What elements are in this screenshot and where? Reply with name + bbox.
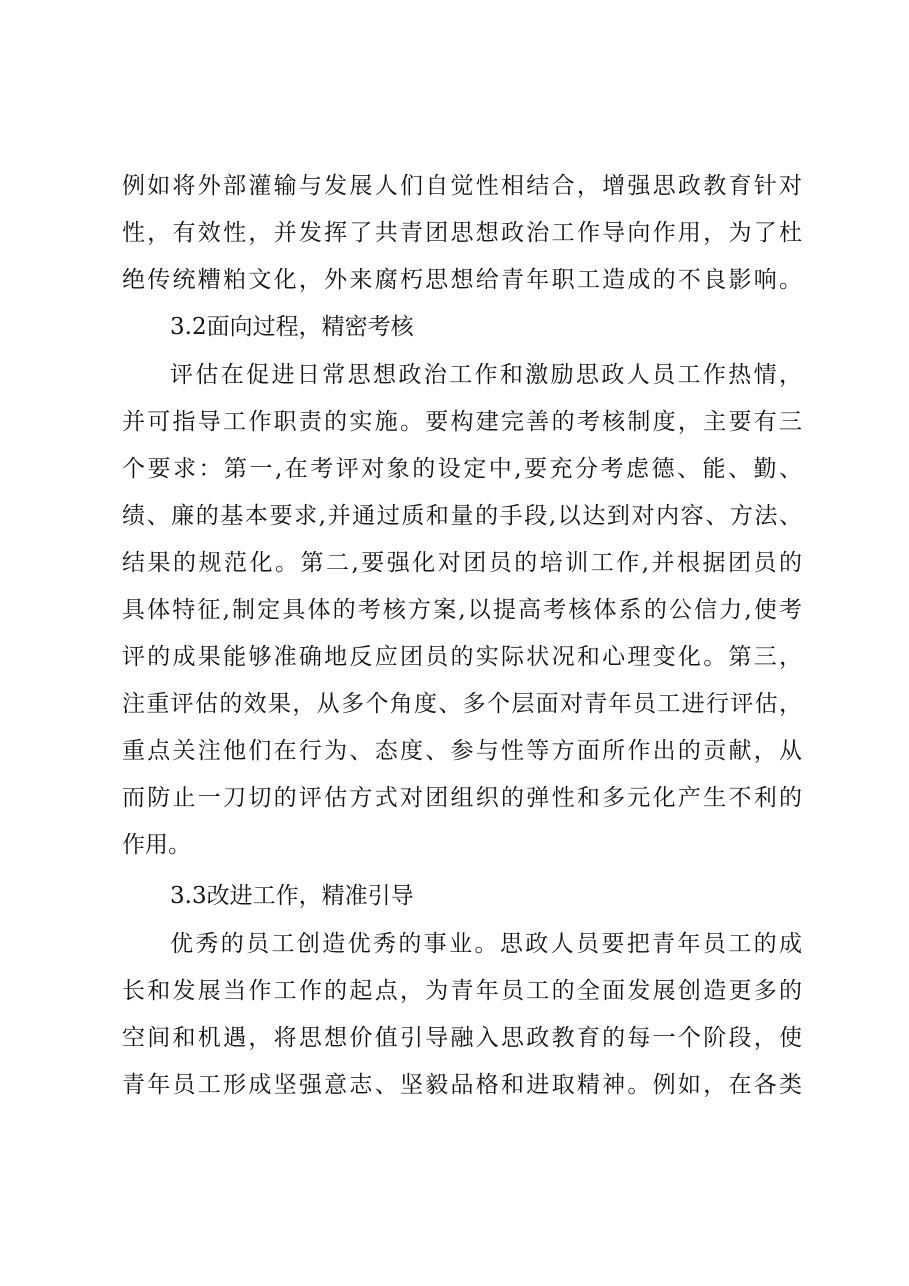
paragraph-line: 青年员工形成坚强意志、坚毅品格和进取精神。例如，在各类 bbox=[122, 1072, 805, 1098]
paragraph-line: 优秀的员工创造优秀的事业。思政人员要把青年员工的成 bbox=[170, 931, 805, 957]
paragraph-line: 评的成果能够准确地反应团员的实际状况和心理变化。第三， bbox=[122, 644, 805, 670]
paragraph-line: 绝传统糟粕文化，外来腐朽思想给青年职工造成的不良影响。 bbox=[122, 267, 805, 293]
paragraph-line: 例如将外部灌输与发展人们自觉性相结合，增强思政教育针对 bbox=[122, 173, 805, 199]
paragraph-line: 长和发展当作工作的起点，为青年员工的全面发展创造更多的 bbox=[122, 978, 805, 1004]
paragraph-line: 作用。 bbox=[122, 832, 191, 858]
paragraph-line: 而防止一刀切的评估方式对团组织的弹性和多元化产生不利的 bbox=[122, 785, 805, 811]
paragraph-line: 重点关注他们在行为、态度、参与性等方面所作出的贡献，从 bbox=[122, 738, 805, 764]
section-heading-3-2: 3.2面向过程，精密考核 bbox=[170, 314, 414, 340]
paragraph-line: 具体特征,制定具体的考核方案,以提高考核体系的公信力,使考 bbox=[122, 597, 805, 623]
section-heading-3-3: 3.3改进工作，精准引导 bbox=[170, 883, 414, 909]
paragraph-line: 结果的规范化。第二,要强化对团员的培训工作,并根据团员的 bbox=[122, 550, 805, 576]
paragraph-line: 空间和机遇，将思想价值引导融入思政教育的每一个阶段，使 bbox=[122, 1025, 805, 1051]
paragraph-line: 性，有效性，并发挥了共青团思想政治工作导向作用，为了杜 bbox=[122, 220, 805, 246]
paragraph-line: 注重评估的效果，从多个角度、多个层面对青年员工进行评估， bbox=[122, 691, 804, 717]
paragraph-line: 个要求：第一,在考评对象的设定中,要充分考虑德、能、勤、 bbox=[122, 456, 805, 482]
paragraph-line: 并可指导工作职责的实施。要构建完善的考核制度，主要有三 bbox=[122, 409, 805, 435]
paragraph-line: 绩、廉的基本要求,并通过质和量的手段,以达到对内容、方法、 bbox=[122, 503, 804, 529]
paragraph-line: 评估在促进日常思想政治工作和激励思政人员工作热情， bbox=[170, 362, 805, 388]
